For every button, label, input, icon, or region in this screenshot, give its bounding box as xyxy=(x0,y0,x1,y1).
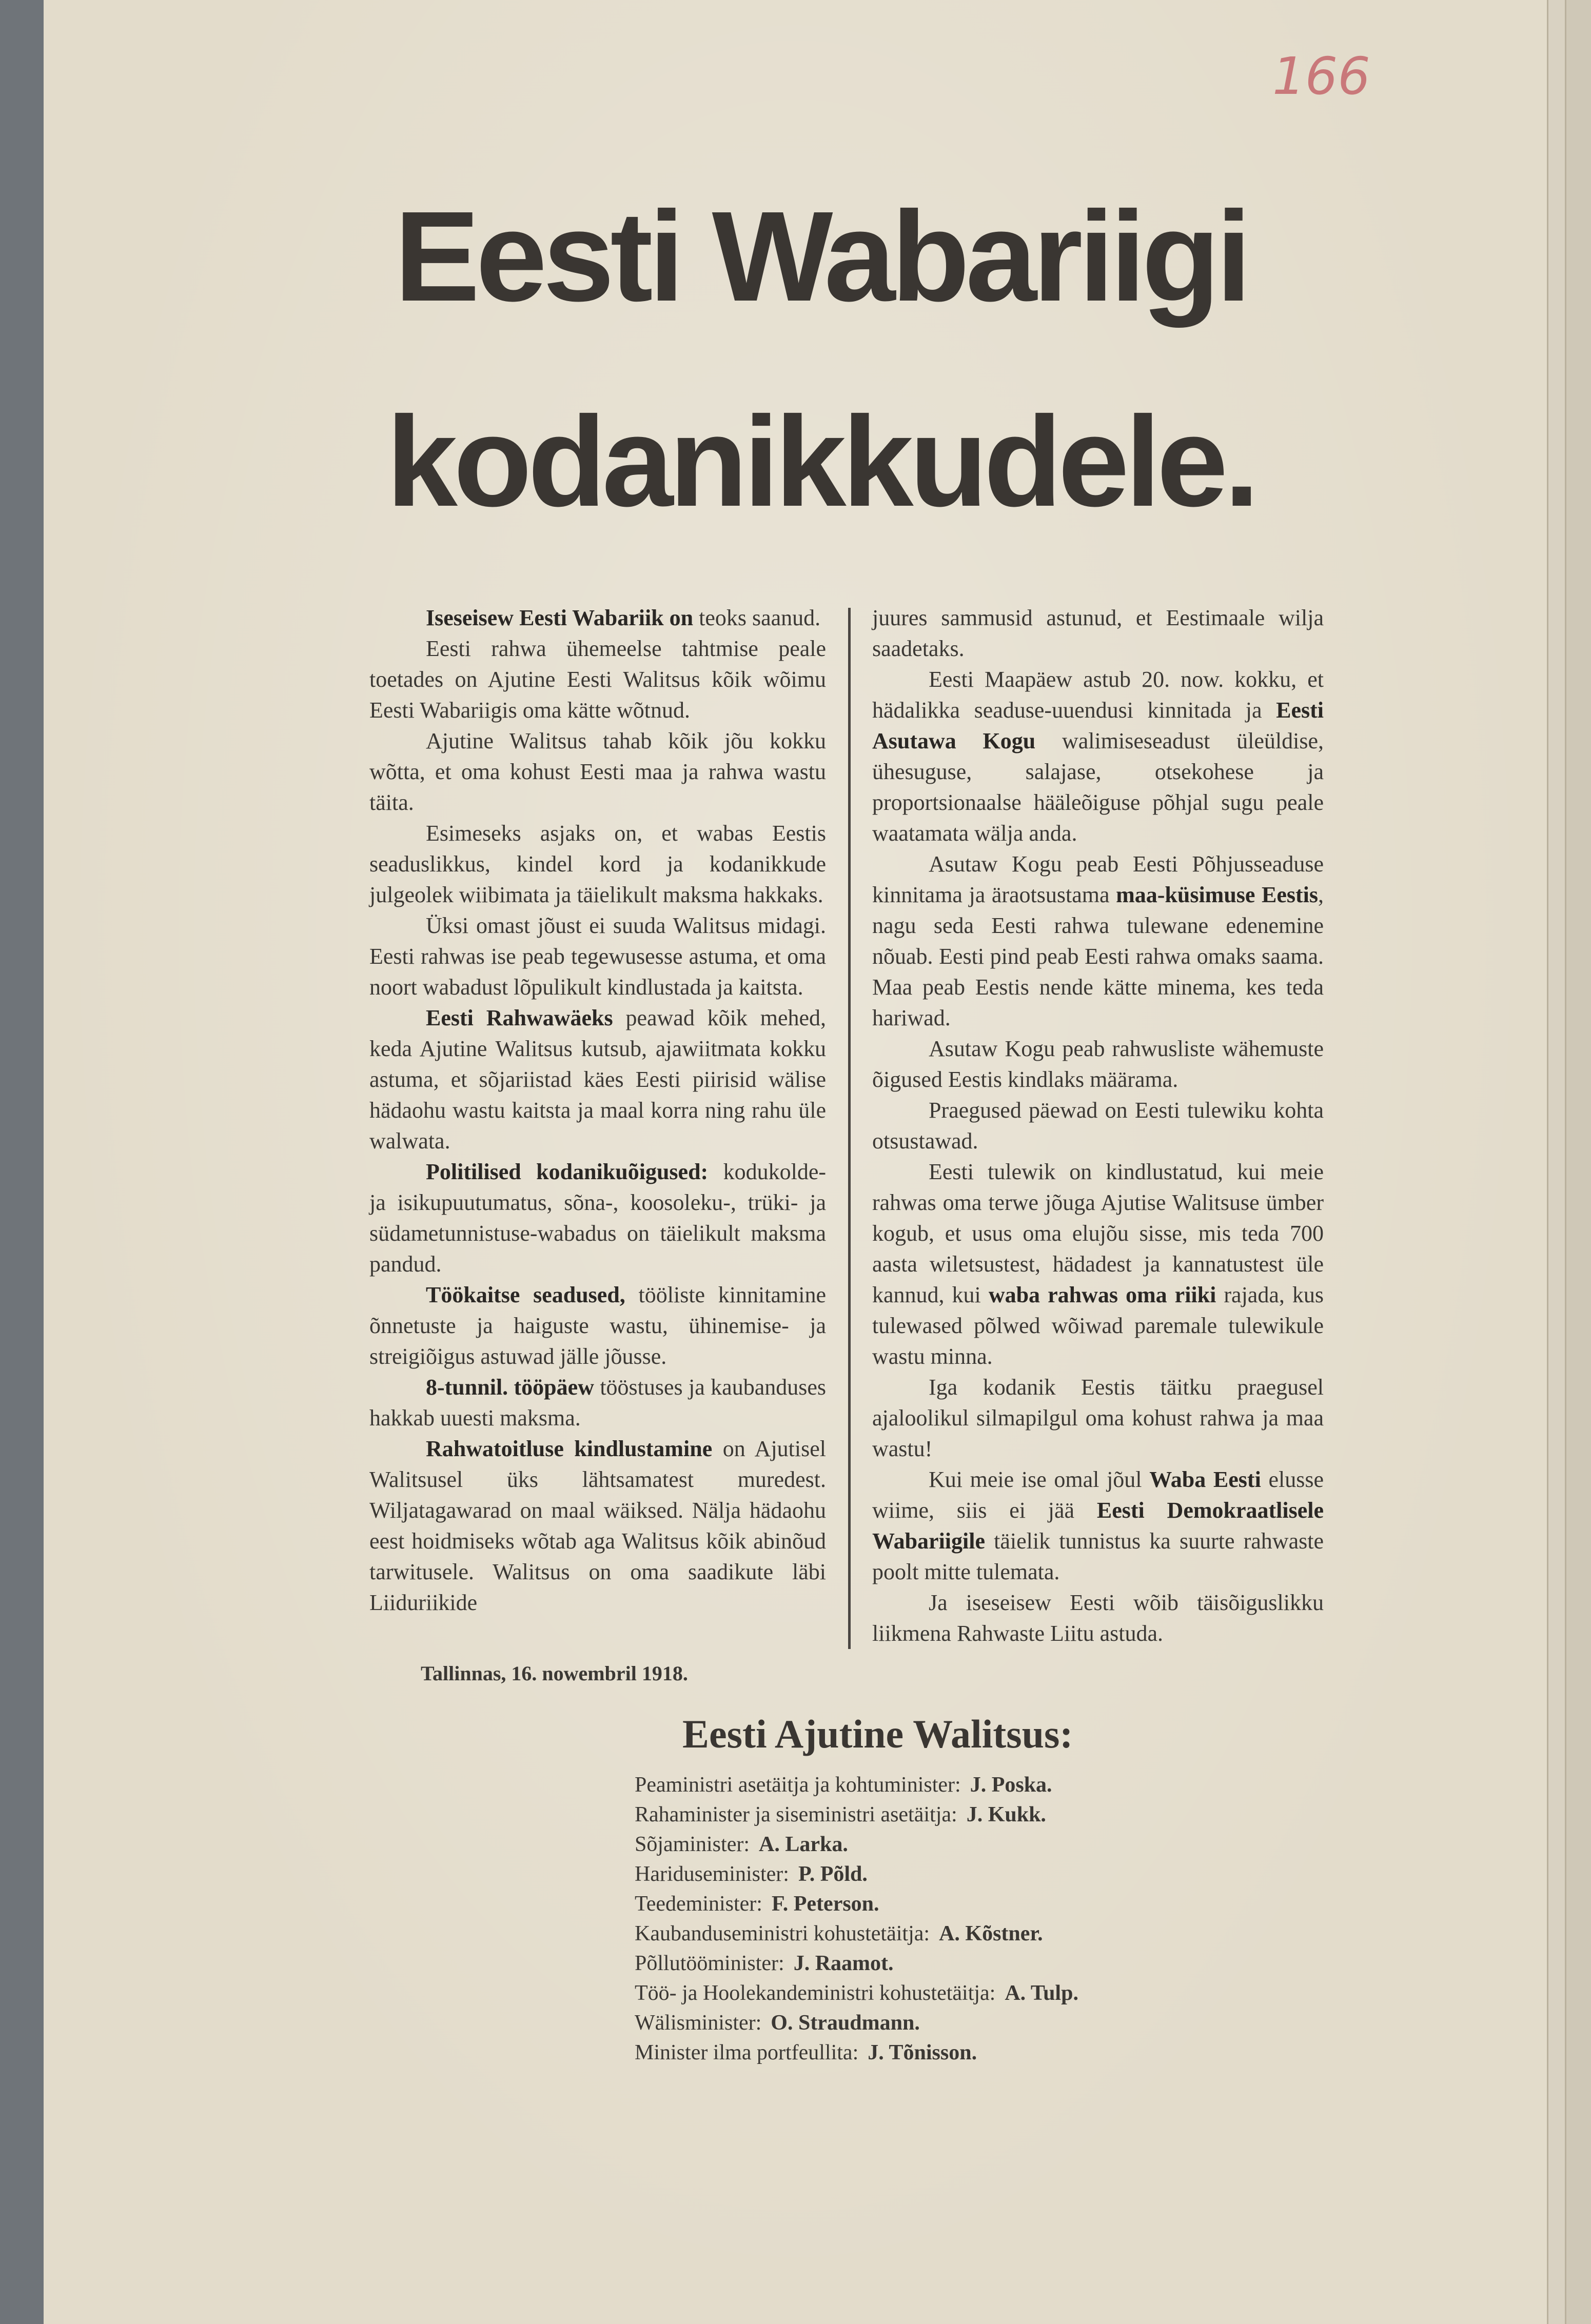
paragraph-text: Ajutine Walitsus tahab kõik jõu kokku wõtta, et oma kohust Eesti maa ja rahwa wastu täita. xyxy=(369,728,826,815)
emphasis-text: 8-tunnil. tööpäew xyxy=(426,1375,594,1400)
minister-row xyxy=(635,2008,1324,2038)
paragraph xyxy=(369,633,826,726)
minister-row xyxy=(635,1949,1324,1978)
paragraph xyxy=(369,603,826,633)
emphasis-text: maa-küsimuse Eestis xyxy=(1116,882,1319,907)
paper-edge xyxy=(1565,0,1591,2324)
paragraph-text: tööliste kinnitamine õnnetuste ja haiguste wastu, ühinemise- ja streigiõigus astuwad jälle jõusse. xyxy=(369,1282,826,1369)
paragraph-text: kodukolde- ja isikupuutumatus, sõna-, koosoleku-, trüki- ja südametunnistuse-wabadus on täielikult maksma pandud. xyxy=(369,1159,827,1277)
minister-role: Minister ilma portfeullita: xyxy=(635,2041,859,2064)
paragraph xyxy=(872,1372,1324,1464)
minister-role: Põllutööminister: xyxy=(635,1952,784,1975)
main-content xyxy=(369,603,1324,2068)
minister-row xyxy=(635,1830,1324,1859)
paragraph-text: tööstuses ja kaubanduses hakkab uuesti maksma. xyxy=(369,1375,827,1431)
paragraph xyxy=(872,1034,1324,1095)
minister-row xyxy=(635,1800,1324,1830)
headline-line-2: kodanikkudele. xyxy=(386,390,1256,533)
paragraph-text: peawad kõik mehed, keda Ajutine Walitsus kutsub, ajawiitmata kokku astuma, et sõjariistad käes Eesti piirisid wälise hädaohu wastu kaitsta ja maal korra ning rahu üle walwata. xyxy=(369,1005,827,1154)
emphasis-text: Waba Eesti xyxy=(1149,1467,1261,1492)
emphasis-text: Töökaitse seadused, xyxy=(426,1282,625,1307)
paragraph xyxy=(872,664,1324,849)
paragraph-text: Asutaw Kogu peab Eesti Põhjusseaduse kinnitama ja äraotsustama xyxy=(872,851,1324,907)
minister-role: Rahaminister ja siseministri asetäitja: xyxy=(635,1803,957,1826)
paragraph-text: , nagu seda Eesti rahwa tulewane edenemine nõuab. Eesti pind peab Eesti rahwa omaks saama. Maa peab Eestis nende kätte minema, kes teda hariwad. xyxy=(872,882,1324,1030)
headline xyxy=(257,154,1385,564)
paragraph-text: juures sammusid astunud, et Eestimaale wilja saadetaks. xyxy=(872,605,1324,661)
paragraph-text: rajada, kus tulewased põlwed wõiwad paremale tulewikule wastu minna. xyxy=(872,1282,1324,1369)
minister-role: Teedeminister: xyxy=(635,1892,762,1916)
minister-list xyxy=(635,1770,1324,2068)
right-column xyxy=(872,603,1324,1649)
minister-role: Sõjaminister: xyxy=(635,1833,750,1856)
paragraph-text: Iga kodanik Eestis täitku praegusel ajaloolikul silmapilgul oma kohust rahwa ja maa wastu! xyxy=(872,1375,1324,1461)
paragraph-text: Esimeseks asjaks on, et wabas Eestis seaduslikkus, kindel kord ja kodanikkude julgeolek wiibimata ja täielikult maksma hakkaks. xyxy=(369,821,826,907)
columns xyxy=(369,603,1324,1649)
minister-row xyxy=(635,1859,1324,1889)
paragraph-text: teoks saanud. xyxy=(693,605,821,630)
paragraph xyxy=(369,1157,826,1280)
minister-row xyxy=(635,1978,1324,2008)
emphasis-text: Rahwatoitluse kindlustamine xyxy=(426,1436,713,1461)
paragraph xyxy=(872,849,1324,1034)
column-divider xyxy=(848,608,851,1649)
page-number: 166 xyxy=(1272,46,1370,106)
minister-name: P. Põld. xyxy=(798,1862,868,1886)
minister-name: A. Kõstner. xyxy=(939,1922,1043,1945)
minister-role: Hariduseminister: xyxy=(635,1862,789,1886)
emphasis-text: Iseseisew Eesti Wabariik on xyxy=(426,605,694,630)
minister-name: A. Tulp. xyxy=(1005,1981,1078,2005)
paragraph-text: Eesti rahwa ühemeelse tahtmise peale toetades on Ajutine Eesti Walitsus kõik wõimu Eesti Wabariigis oma kätte wõtnud. xyxy=(369,636,826,723)
minister-name: O. Straudmann. xyxy=(771,2011,920,2035)
emphasis-text: Eesti Rahwawäeks xyxy=(426,1005,613,1030)
minister-name: F. Peterson. xyxy=(771,1892,879,1916)
paragraph-text: walimiseseadust üleüldise, ühesuguse, salajase, otsekohese ja proportsionaalse hääleõiguse põhjal sugu peale waatamata wälja anda. xyxy=(872,728,1324,846)
paragraph xyxy=(872,1095,1324,1157)
paragraph xyxy=(369,726,826,818)
minister-name: J. Tõnisson. xyxy=(868,2041,977,2064)
emphasis-text: Eesti Demokraatlisele Wabariigile xyxy=(872,1498,1324,1554)
minister-role: Wälisminister: xyxy=(635,2011,762,2035)
left-column xyxy=(369,603,826,1649)
minister-row xyxy=(635,2038,1324,2068)
minister-name: J. Kukk. xyxy=(966,1803,1046,1826)
paragraph xyxy=(872,603,1324,664)
paragraph-text: Eesti Maapäew astub 20. now. kokku, et hädalikka seaduse-uuendusi kinnitada ja xyxy=(872,667,1324,723)
minister-role: Peaministri asetäitja ja kohtuminister: xyxy=(635,1773,961,1797)
paragraph-text: elusse wiime, siis ei jää xyxy=(872,1467,1324,1523)
minister-row xyxy=(635,1770,1324,1800)
paragraph xyxy=(872,1464,1324,1587)
paragraph-text: Praegused päewad on Eesti tulewiku kohta otsustawad. xyxy=(872,1098,1324,1154)
headline-line-1: Eesti Wabariigi xyxy=(394,185,1248,328)
minister-role: Töö- ja Hoolekandeministri kohustetäitja: xyxy=(635,1981,996,2005)
paragraph-text: Asutaw Kogu peab rahwusliste wähemuste õigused Eestis kindlaks määrama. xyxy=(872,1036,1324,1092)
emphasis-text: Eesti Asutawa Kogu xyxy=(872,698,1324,753)
paragraph xyxy=(369,1280,826,1372)
minister-row xyxy=(635,1919,1324,1949)
emphasis-text: Politilised kodanikuõigused: xyxy=(426,1159,709,1184)
paragraph xyxy=(872,1157,1324,1372)
government-heading: Eesti Ajutine Walitsus: xyxy=(682,1712,1073,1756)
minister-name: A. Larka. xyxy=(759,1833,848,1856)
minister-role: Kaubanduseministri kohustetäitja: xyxy=(635,1922,930,1945)
paragraph-text: Kui meie ise omal jõul xyxy=(929,1467,1150,1492)
date-line: Tallinnas, 16. nowembril 1918. xyxy=(421,1662,688,1685)
paragraph xyxy=(369,910,826,1003)
minister-row xyxy=(635,1889,1324,1919)
paragraph-text: Üksi omast jõust ei suuda Walitsus midagi. Eesti rahwas ise peab tegewusesse astuma, et oma noort wabadust lõpulikult kindlustada ja kaitsta. xyxy=(369,913,826,1000)
paragraph-text: on Ajutisel Walitsusel üks lähtsamatest muredest. Wiljatagawarad on maal wäiksed. Nälja hädaohu eest hoidmiseks wõtab aga Walitsus kõik abinõud tarwitusele. Walitsus on oma saadikute läbi Liiduriikide xyxy=(369,1436,826,1615)
minister-name: J. Poska. xyxy=(970,1773,1052,1797)
paragraph xyxy=(369,1003,826,1157)
minister-name: J. Raamot. xyxy=(793,1952,894,1975)
paragraph xyxy=(369,1372,826,1434)
paragraph-text: Eesti tulewik on kindlustatud, kui meie rahwas oma terwe jõuga Ajutise Walitsuse ümber kogub, et usus oma elujõu sisse, mis teda 700 aasta wiletsustest, hädadest ja kannatustest üle kannud, kui xyxy=(872,1159,1324,1307)
paragraph xyxy=(369,1434,826,1618)
paragraph xyxy=(369,818,826,910)
paragraph xyxy=(872,1587,1324,1649)
emphasis-text: waba rahwas oma riiki xyxy=(988,1282,1216,1307)
paragraph-text: Ja iseseisew Eesti wõib täisõiguslikku liikmena Rahwaste Liitu astuda. xyxy=(872,1590,1324,1646)
paragraph-text: täielik tunnistus ka suurte rahwaste poolt mitte tulemata. xyxy=(872,1528,1324,1584)
